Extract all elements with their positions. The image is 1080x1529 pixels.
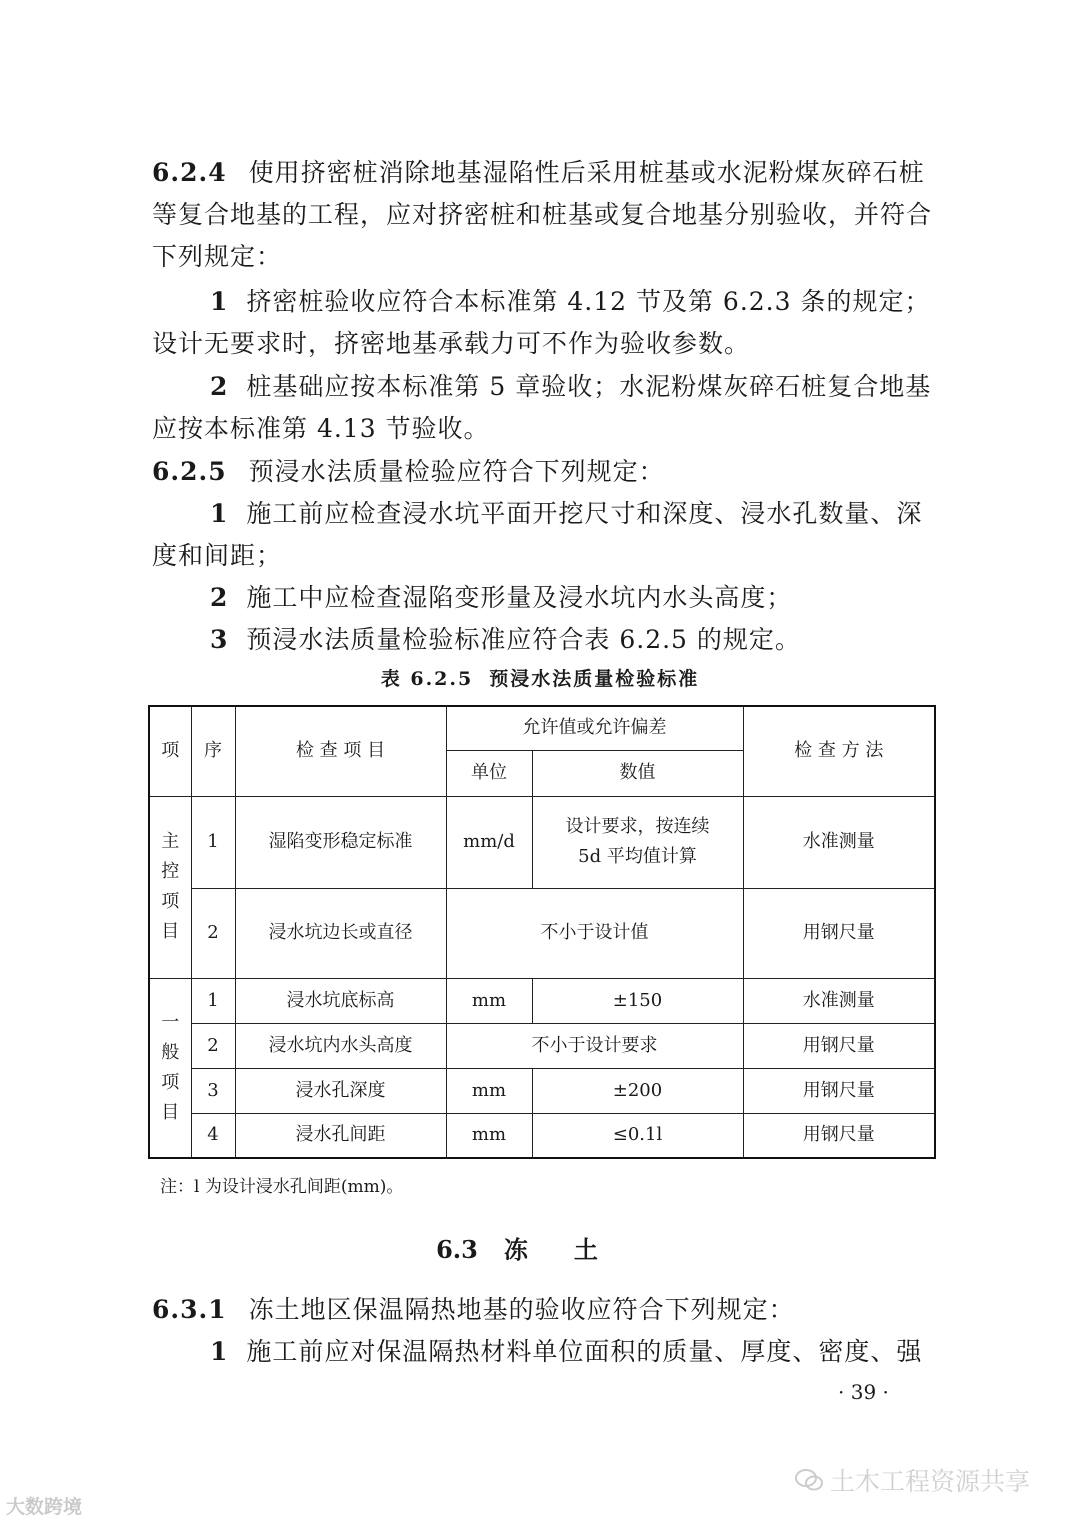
item-text: 预浸水法质量检验标准应符合表 6.2.5 的规定。 bbox=[246, 625, 801, 654]
row-method: 水准测量 bbox=[743, 978, 935, 1023]
header-item: 项 bbox=[149, 706, 191, 796]
table-row bbox=[149, 796, 935, 888]
clause-number: 6.2.4 bbox=[152, 158, 227, 187]
item-number: 2 bbox=[210, 372, 229, 401]
clause-number: 6.3.1 bbox=[152, 1295, 227, 1324]
watermark-right-text: 土木工程资源共享 bbox=[830, 1467, 1031, 1496]
section-heading bbox=[0, 1230, 1080, 1265]
group-char: 主 bbox=[161, 831, 180, 852]
item-number: 3 bbox=[210, 625, 229, 654]
group-char: 项 bbox=[161, 1071, 180, 1093]
item-number: 2 bbox=[210, 583, 229, 612]
row-value: ≤0.1l bbox=[532, 1113, 743, 1158]
table-header-row bbox=[149, 706, 935, 750]
clause-6-3-1 bbox=[152, 1289, 942, 1331]
clause-6-2-4 bbox=[152, 152, 942, 278]
row-item: 浸水坑内水头高度 bbox=[235, 1023, 446, 1068]
clause-6-2-5 bbox=[152, 451, 942, 493]
item-text: 挤密桩验收应符合本标准第 4.12 节及第 6.2.3 条的规定；设计无要求时，挤密地基承载力可不作为验收参数。 bbox=[152, 287, 931, 358]
row-item: 浸水坑边长或直径 bbox=[235, 888, 446, 978]
wechat-icon bbox=[794, 1467, 824, 1493]
table-row bbox=[149, 1023, 935, 1068]
clause-number: 6.2.5 bbox=[152, 457, 227, 486]
header-value: 数值 bbox=[532, 750, 743, 796]
table-row bbox=[149, 978, 935, 1023]
table-note: 注：l 为设计浸水孔间距(mm)。 bbox=[160, 1177, 404, 1197]
item-text: 施工前应检查浸水坑平面开挖尺寸和深度、浸水孔数量、深度和间距； bbox=[152, 499, 923, 570]
section-title: 冻土 bbox=[503, 1235, 644, 1264]
row-value: ±200 bbox=[532, 1068, 743, 1113]
header-method: 检 查 方 法 bbox=[743, 706, 935, 796]
row-method: 用钢尺量 bbox=[743, 888, 935, 978]
group-char: 控 bbox=[161, 861, 180, 882]
table-row bbox=[149, 1068, 935, 1113]
clause-text: 冻土地区保温隔热地基的验收应符合下列规定： bbox=[248, 1295, 795, 1324]
table-caption-title: 预浸水法质量检验标准 bbox=[489, 668, 700, 690]
item-number: 1 bbox=[210, 287, 229, 316]
row-method: 水准测量 bbox=[743, 796, 935, 888]
clause-text: 预浸水法质量检验应符合下列规定： bbox=[248, 457, 665, 486]
clause-6-2-4-item-2 bbox=[152, 366, 942, 450]
watermark-left bbox=[6, 1492, 82, 1519]
item-text: 施工前应对保温隔热材料单位面积的质量、厚度、密度、强 bbox=[246, 1337, 923, 1366]
row-unit: mm bbox=[446, 978, 532, 1023]
row-item: 湿陷变形稳定标准 bbox=[235, 796, 446, 888]
item-number: 1 bbox=[210, 499, 229, 528]
item-text: 桩基础应按本标准第 5 章验收；水泥粉煤灰碎石桩复合地基应按本标准第 4.13 节验收。 bbox=[152, 372, 932, 443]
header-seq: 序 bbox=[191, 706, 235, 796]
clause-6-3-1-item-1 bbox=[152, 1331, 942, 1373]
row-method: 用钢尺量 bbox=[743, 1113, 935, 1158]
clause-6-2-5-item-1 bbox=[152, 493, 942, 577]
row-seq: 3 bbox=[191, 1068, 235, 1113]
group-char: 般 bbox=[161, 1041, 180, 1063]
clause-6-2-4-item-1 bbox=[152, 281, 942, 365]
row-seq: 1 bbox=[191, 978, 235, 1023]
row-value-line: 5d 平均值计算 bbox=[578, 846, 697, 867]
clause-6-2-5-item-2 bbox=[152, 577, 942, 619]
row-seq: 2 bbox=[191, 888, 235, 978]
row-item: 浸水坑底标高 bbox=[235, 978, 446, 1023]
row-method: 用钢尺量 bbox=[743, 1068, 935, 1113]
row-value: ±150 bbox=[532, 978, 743, 1023]
row-value-line: 设计要求，按连续 bbox=[565, 816, 710, 837]
group-char: 目 bbox=[161, 921, 180, 942]
row-unit: mm bbox=[446, 1068, 532, 1113]
group-char: 目 bbox=[161, 1101, 180, 1123]
header-check-item: 检 查 项 目 bbox=[235, 706, 446, 796]
row-method: 用钢尺量 bbox=[743, 1023, 935, 1068]
item-number: 1 bbox=[210, 1337, 229, 1366]
clause-text: 使用挤密桩消除地基湿陷性后采用桩基或水泥粉煤灰碎石桩等复合地基的工程，应对挤密桩和桩基或复合地基分别验收，并符合下列规定： bbox=[152, 158, 933, 271]
row-seq: 1 bbox=[191, 796, 235, 888]
row-value-merged: 不小于设计值 bbox=[446, 888, 743, 978]
item-text: 施工中应检查湿陷变形量及浸水坑内水头高度； bbox=[246, 583, 793, 612]
row-value-merged: 不小于设计要求 bbox=[446, 1023, 743, 1068]
group-general bbox=[149, 978, 191, 1158]
row-seq: 2 bbox=[191, 1023, 235, 1068]
group-char: 一 bbox=[161, 1011, 180, 1033]
quality-standard-table bbox=[148, 705, 936, 1159]
watermark-right bbox=[794, 1462, 1030, 1498]
group-main-control bbox=[149, 796, 191, 978]
header-allowable: 允许值或允许偏差 bbox=[446, 706, 743, 750]
row-item: 浸水孔间距 bbox=[235, 1113, 446, 1158]
row-seq: 4 bbox=[191, 1113, 235, 1158]
group-char: 项 bbox=[161, 891, 180, 912]
page-number: · 39 · bbox=[838, 1380, 889, 1404]
section-number: 6.3 bbox=[436, 1235, 478, 1264]
table-caption bbox=[0, 664, 1080, 691]
row-unit: mm bbox=[446, 1113, 532, 1158]
row-item: 浸水孔深度 bbox=[235, 1068, 446, 1113]
row-value bbox=[532, 796, 743, 888]
clause-6-2-5-item-3 bbox=[152, 619, 942, 661]
table-row bbox=[149, 1113, 935, 1158]
header-unit: 单位 bbox=[446, 750, 532, 796]
table-caption-number: 表 6.2.5 bbox=[380, 668, 474, 690]
row-unit: mm/d bbox=[446, 796, 532, 888]
watermark-left-text: 大数跨境 bbox=[6, 1496, 83, 1518]
table-row bbox=[149, 888, 935, 978]
